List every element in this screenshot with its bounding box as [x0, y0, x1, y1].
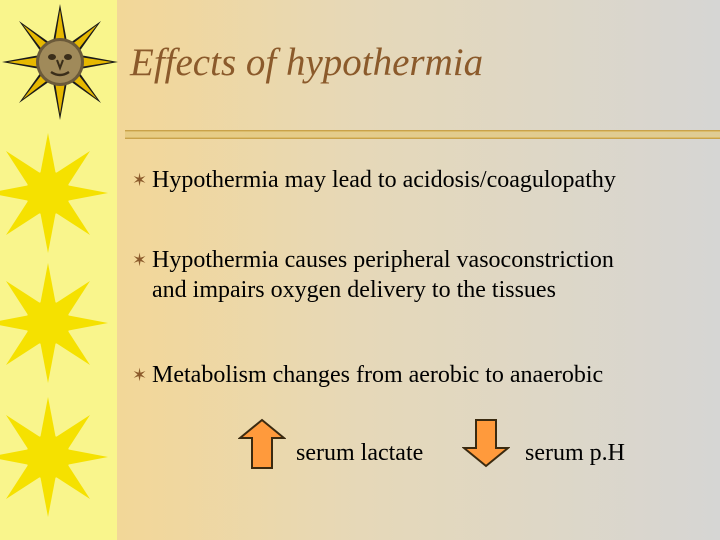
slide-title: Effects of hypothermia — [130, 41, 484, 84]
bullet-star-icon: ✶ — [132, 170, 148, 190]
sun-face-logo-icon — [0, 0, 120, 120]
serum-lactate-label: serum lactate — [296, 440, 424, 466]
sun-decoration-icon — [0, 258, 115, 388]
bullet-text-continued: and impairs oxygen delivery to the tissues — [152, 277, 556, 303]
up-arrow-icon — [238, 418, 286, 470]
bullet-star-icon: ✶ — [132, 365, 148, 385]
sun-decoration-icon — [0, 392, 115, 522]
chain-divider — [125, 126, 720, 144]
bullet-text: Hypothermia may lead to acidosis/coagulopathy — [152, 167, 616, 193]
bullet-item — [132, 245, 707, 305]
down-arrow-icon — [462, 418, 510, 468]
sun-decoration-icon — [0, 128, 115, 258]
bullet-item — [132, 360, 707, 390]
bullet-star-icon: ✶ — [132, 250, 148, 270]
bullet-text: Hypothermia causes peripheral vasoconstriction — [152, 247, 614, 273]
bullet-item — [132, 165, 707, 195]
serum-ph-label: serum p.H — [525, 440, 625, 466]
bullet-text: Metabolism changes from aerobic to anaerobic — [152, 362, 604, 388]
